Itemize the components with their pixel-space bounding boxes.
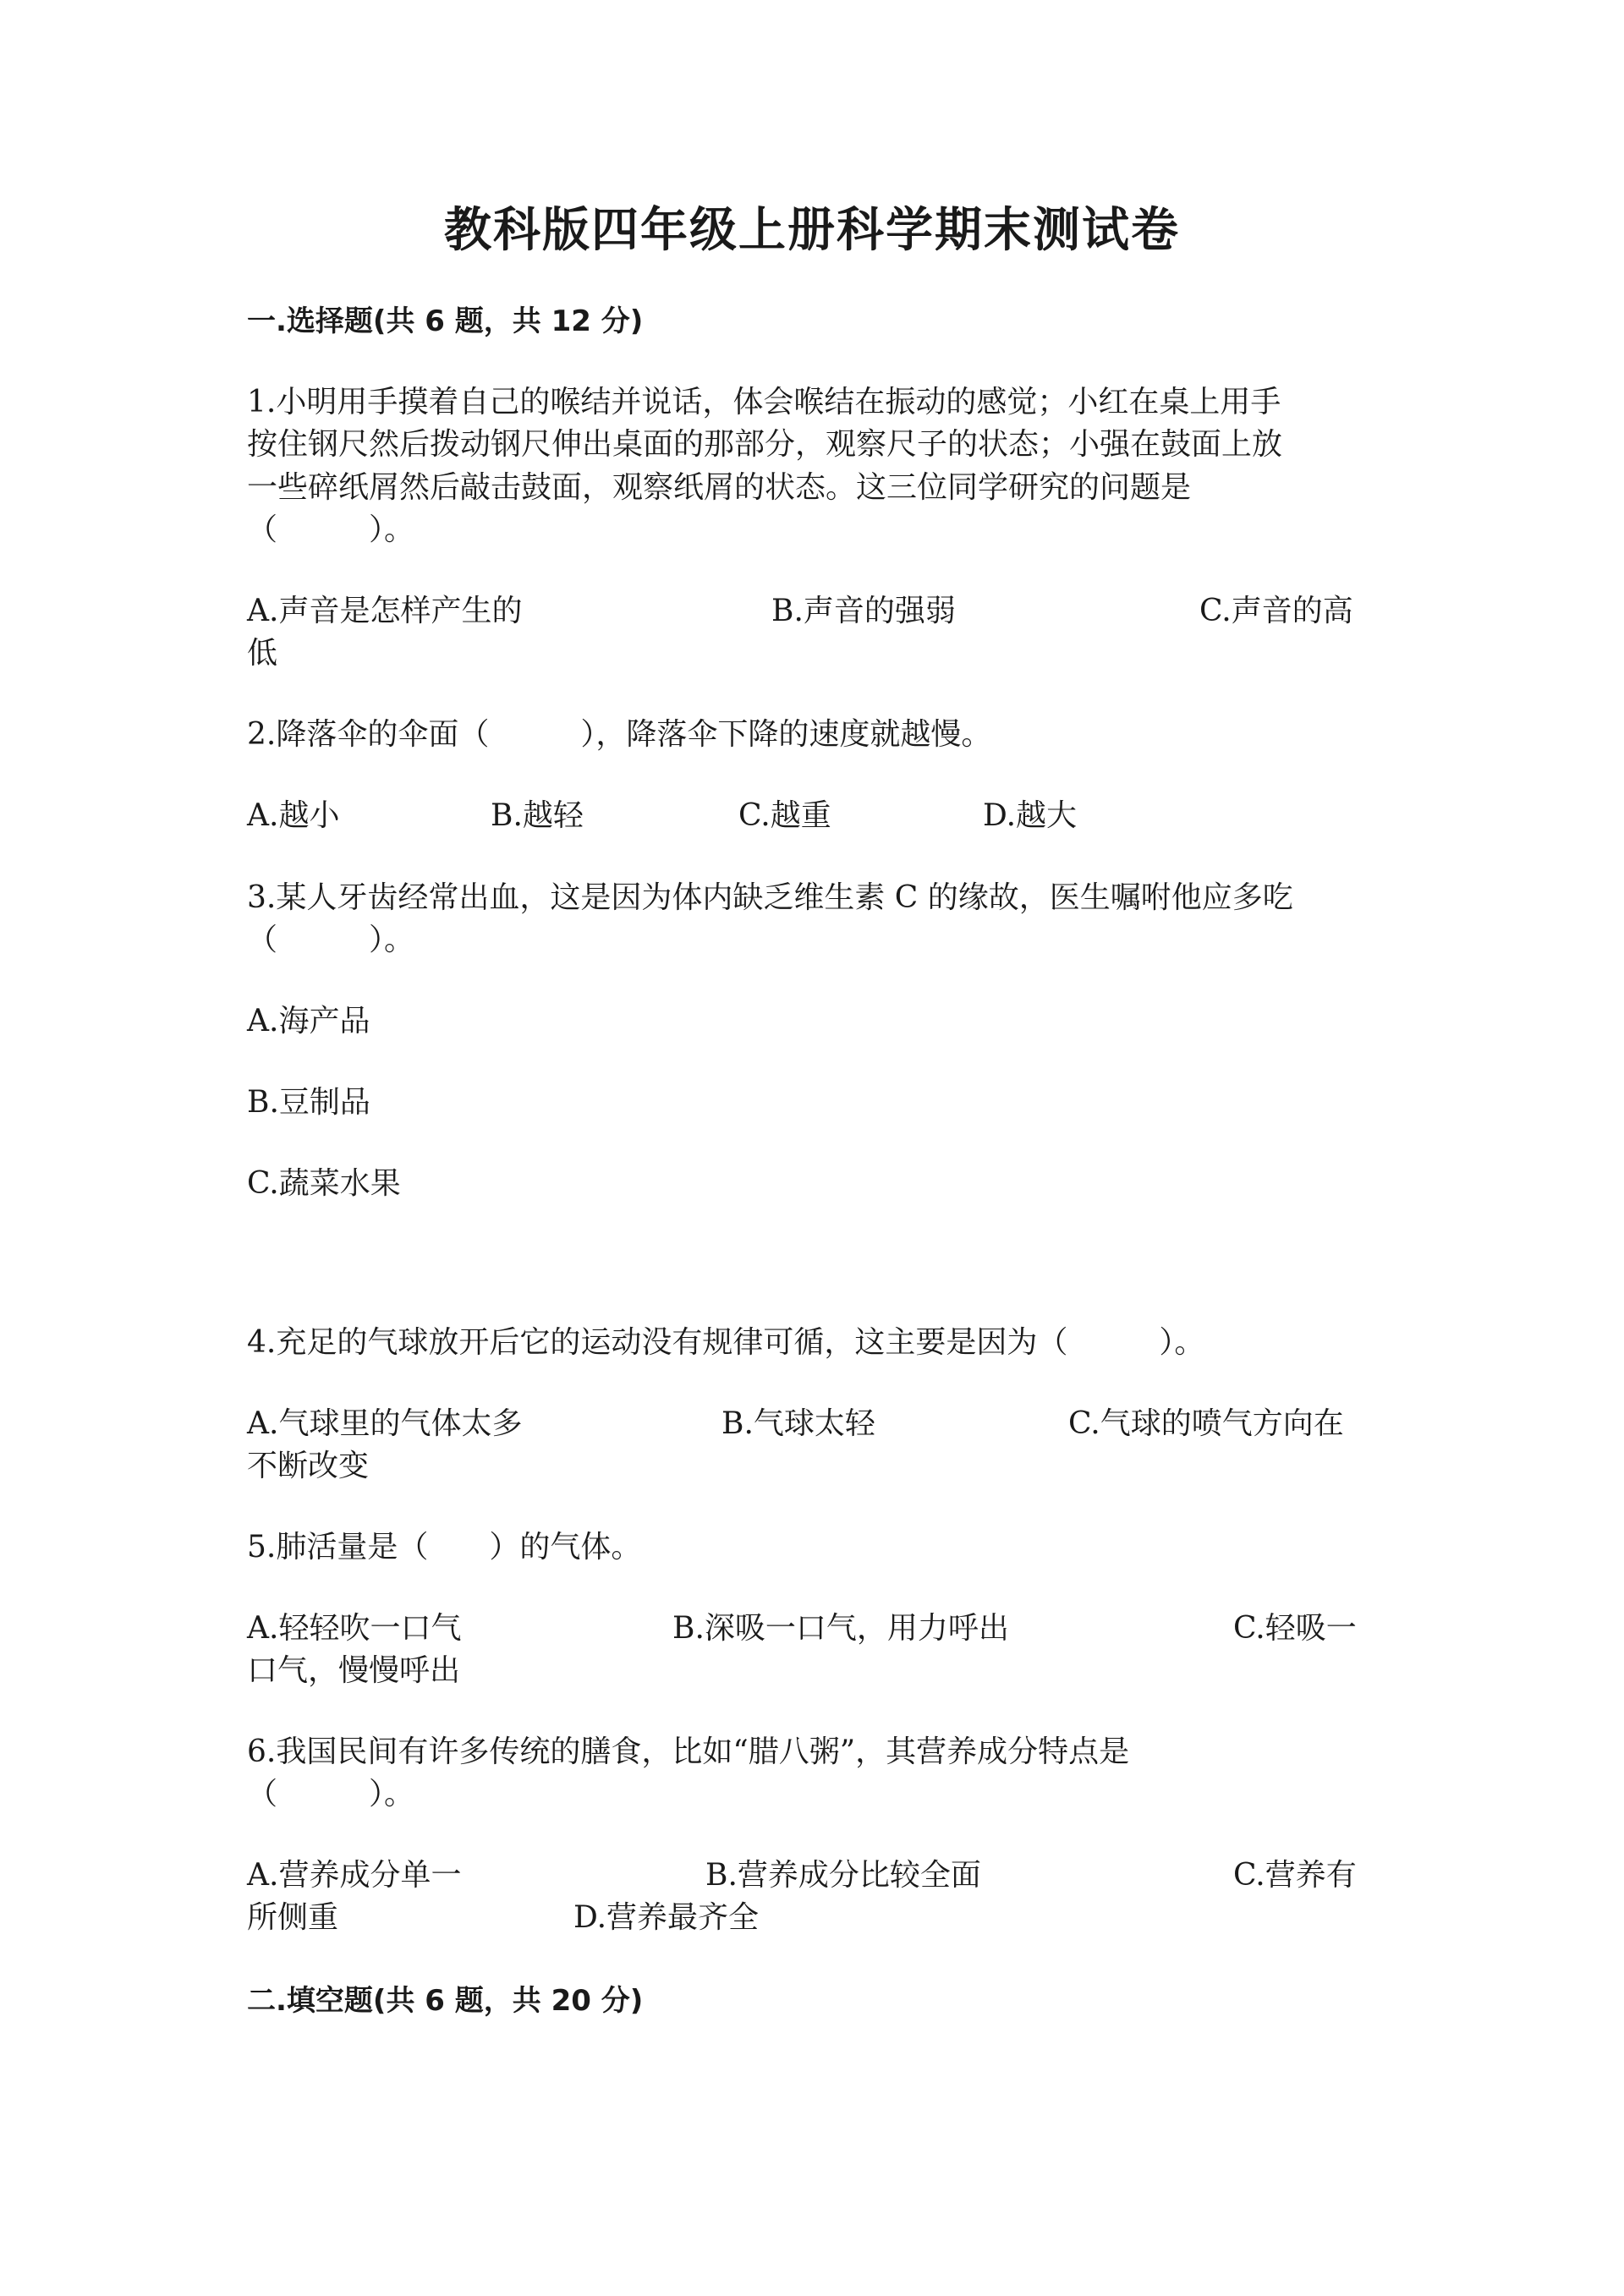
question-4-option-c: C.气球的喷气方向在 [1068, 1406, 1344, 1441]
question-6-line-2: （ ）。 [247, 1777, 415, 1811]
page-title: 教科版四年级上册科学期末测试卷 [444, 202, 1180, 258]
question-6-option-a: A.营养成分单一 [247, 1858, 462, 1893]
question-4-stem: 4.充足的气球放开后它的运动没有规律可循，这主要是因为（ ）。 [247, 1325, 1205, 1360]
question-6-option-c: C.营养有 [1233, 1858, 1357, 1893]
question-6-line-1: 6.我国民间有许多传统的膳食，比如“腊八粥”，其营养成分特点是 [247, 1734, 1130, 1769]
question-3-option-b: B.豆制品 [247, 1085, 370, 1120]
question-2-option-b: B.越轻 [491, 798, 584, 833]
question-4-option-c-continued: 不断改变 [247, 1449, 370, 1483]
question-6-option-b: B.营养成分比较全面 [705, 1858, 981, 1893]
question-6-option-c-continued: 所侧重 [247, 1900, 339, 1935]
question-6-option-d: D.营养最齐全 [573, 1900, 760, 1935]
question-2-option-d: D.越大 [983, 798, 1078, 833]
question-2-stem: 2.降落伞的伞面（ ），降落伞下降的速度就越慢。 [247, 717, 992, 752]
question-5-option-c: C.轻吸一 [1233, 1611, 1357, 1646]
question-4-option-a: A.气球里的气体太多 [247, 1406, 523, 1441]
question-2-option-c: C.越重 [738, 798, 831, 833]
section-heading-choice: 一.选择题(共 6 题，共 12 分) [247, 304, 644, 338]
question-1-line-2: 按住钢尺然后拨动钢尺伸出桌面的那部分，观察尺子的状态；小强在鼓面上放 [247, 427, 1283, 462]
question-1-line-3: 一些碎纸屑然后敲击鼓面，观察纸屑的状态。这三位同学研究的问题是 [247, 470, 1192, 505]
question-5-option-a: A.轻轻吹一口气 [247, 1611, 462, 1646]
section-heading-fill-blank: 二.填空题(共 6 题，共 20 分) [247, 1984, 644, 2018]
question-5-option-b: B.深吸一口气，用力呼出 [672, 1611, 1009, 1646]
question-5-stem: 5.肺活量是（ ）的气体。 [247, 1530, 642, 1564]
question-4-option-b: B.气球太轻 [721, 1406, 875, 1441]
question-1-line-4: （ ）。 [247, 512, 415, 547]
question-1-option-a: A.声音是怎样产生的 [247, 594, 523, 628]
question-3-option-a: A.海产品 [247, 1004, 370, 1038]
question-1-option-c: C.声音的高 [1199, 594, 1353, 628]
question-3-option-c: C.蔬菜水果 [247, 1166, 401, 1201]
question-3-line-1: 3.某人牙齿经常出血，这是因为体内缺乏维生素 C 的缘故，医生嘱咐他应多吃 [247, 880, 1293, 915]
question-2-option-a: A.越小 [247, 798, 340, 833]
question-3-line-2: （ ）。 [247, 923, 415, 957]
question-1-line-1: 1.小明用手摸着自己的喉结并说话，体会喉结在振动的感觉；小红在桌上用手 [247, 385, 1281, 419]
question-1-option-c-continued: 低 [247, 636, 278, 671]
question-1-option-b: B.声音的强弱 [771, 594, 956, 628]
question-5-option-c-continued: 口气，慢慢呼出 [247, 1653, 461, 1688]
